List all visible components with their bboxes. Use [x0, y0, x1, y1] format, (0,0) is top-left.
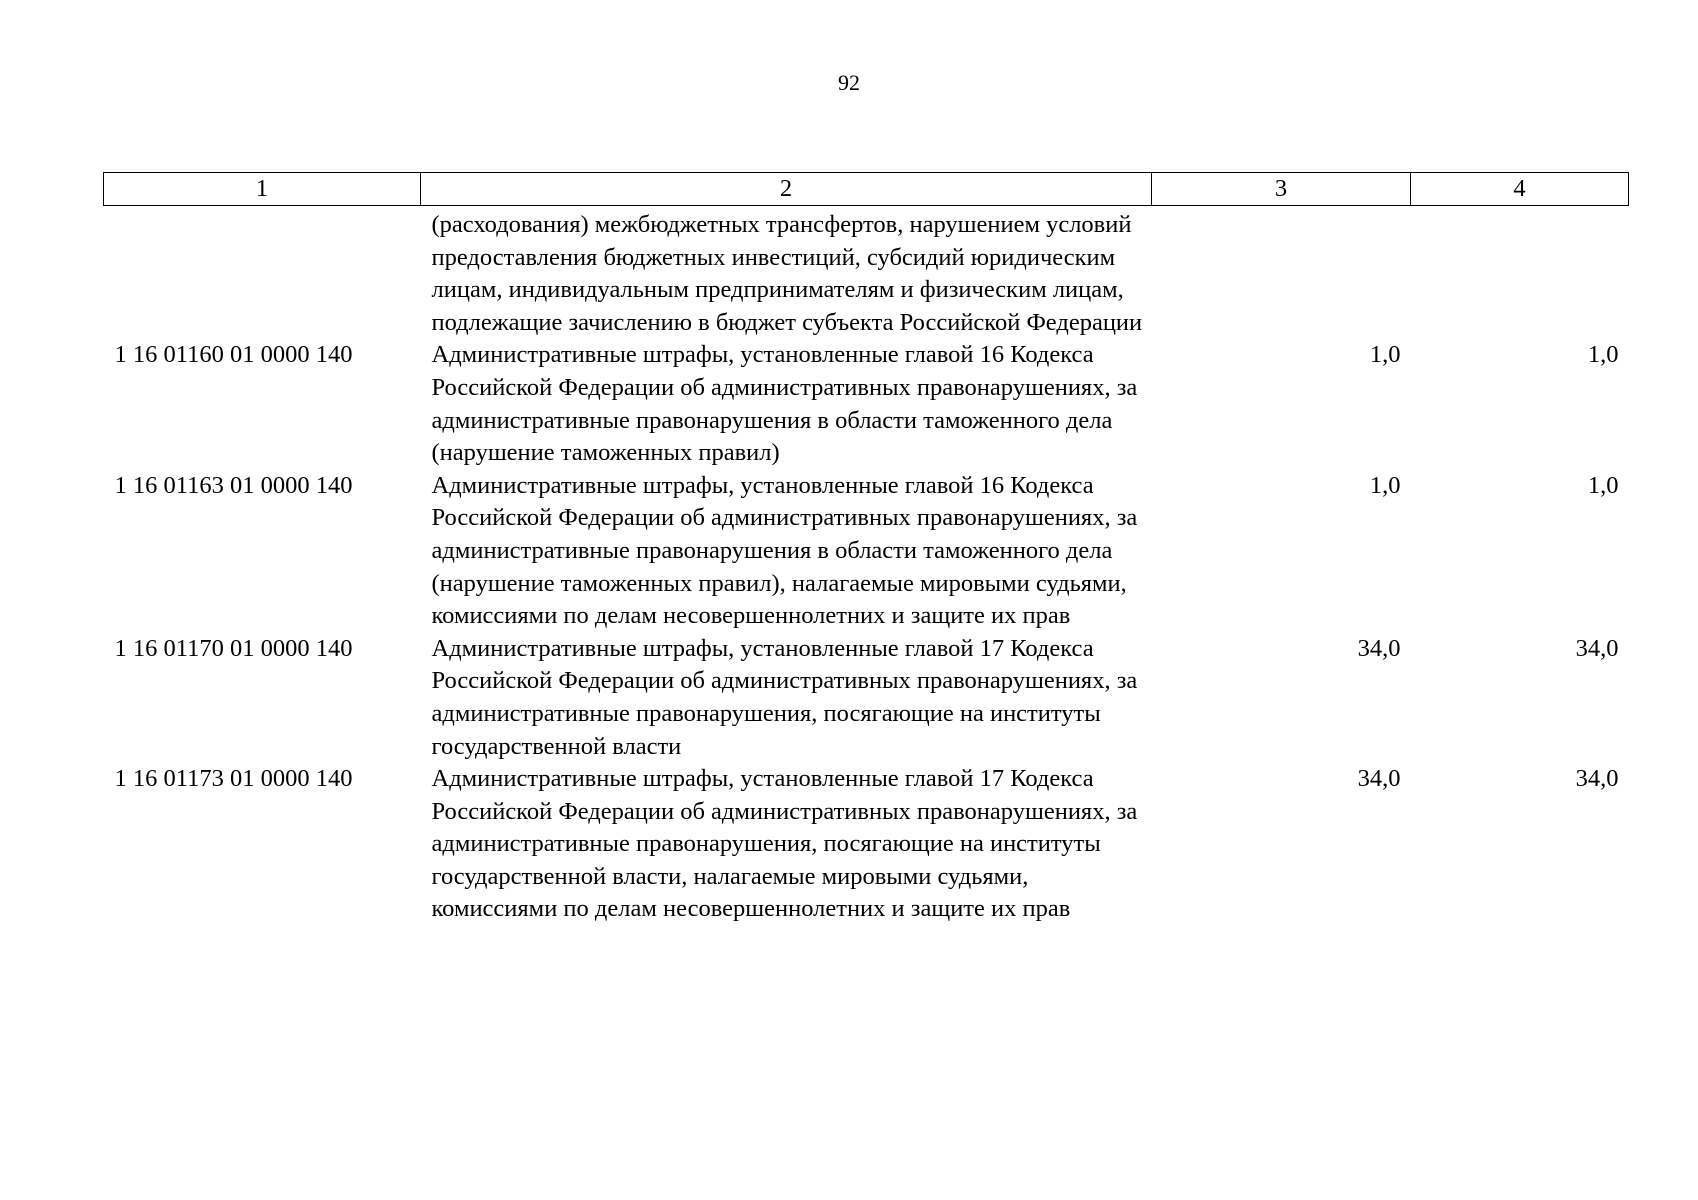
row-value-4: 1,0 — [1587, 471, 1619, 499]
row-code: 1 16 01173 01 0000 140 — [114, 765, 353, 793]
row-value-4: 1,0 — [1587, 341, 1619, 369]
row-description: Административные штрафы, установленные главой 16 Кодекса Российской Федерации об административных правонарушениях, за административные правонарушения в области таможенного дела (нарушение таможенных правил) — [431, 341, 1138, 467]
column-header-1: 1 — [104, 173, 421, 206]
row-code: 1 16 01163 01 0000 140 — [114, 471, 353, 499]
row-value-4: 34,0 — [1575, 765, 1619, 793]
table-row — [104, 339, 1629, 469]
row-description: Административные штрафы, установленные главой 17 Кодекса Российской Федерации об административных правонарушениях, за административные правонарушения, посягающие на институты государственной власти, налагаемые мировыми судьями, комиссиями по делам несовершеннолетних и защите их прав — [431, 765, 1138, 923]
row-code-cell — [104, 206, 421, 340]
table-body — [104, 206, 1629, 927]
row-description: Административные штрафы, установленные главой 17 Кодекса Российской Федерации об административных правонарушениях, за административные правонарушения, посягающие на институты государственной власти — [431, 634, 1138, 760]
column-header-2: 2 — [421, 173, 1152, 206]
table-row — [104, 633, 1629, 763]
table-row-continuation — [104, 206, 1629, 340]
continuation-text-cell: (расходования) межбюджетных трансфертов, нарушением условий предоставления бюджетных инвестиций, субсидий юридическим лицам, индивидуальным предпринимателям и физическим лицам, подлежащие зачислению в бюджет субъекта Российской Федерации — [431, 211, 1143, 336]
budget-revenue-table — [103, 172, 1629, 926]
row-value-3: 34,0 — [1357, 634, 1401, 662]
row-value-3: 1,0 — [1369, 341, 1401, 369]
table-row — [104, 763, 1629, 926]
column-number-row — [104, 173, 1629, 206]
row-value-3-cell — [1152, 206, 1411, 340]
column-header-3: 3 — [1152, 173, 1411, 206]
column-header-4: 4 — [1411, 173, 1629, 206]
page-number: 92 — [838, 70, 860, 95]
row-value-4: 34,0 — [1575, 634, 1619, 662]
row-code: 1 16 01160 01 0000 140 — [114, 341, 353, 369]
table-row — [104, 470, 1629, 633]
table-header — [104, 173, 1629, 206]
row-code: 1 16 01170 01 0000 140 — [114, 634, 353, 662]
row-description: Административные штрафы, установленные главой 16 Кодекса Российской Федерации об административных правонарушениях, за административные правонарушения в области таможенного дела (нарушение таможенных правил), налагаемые мировыми судьями, комиссиями по делам несовершеннолетних и защите их прав — [431, 471, 1138, 630]
row-value-3: 1,0 — [1369, 471, 1401, 499]
row-value-4-cell — [1411, 206, 1629, 340]
row-value-3: 34,0 — [1357, 765, 1401, 793]
